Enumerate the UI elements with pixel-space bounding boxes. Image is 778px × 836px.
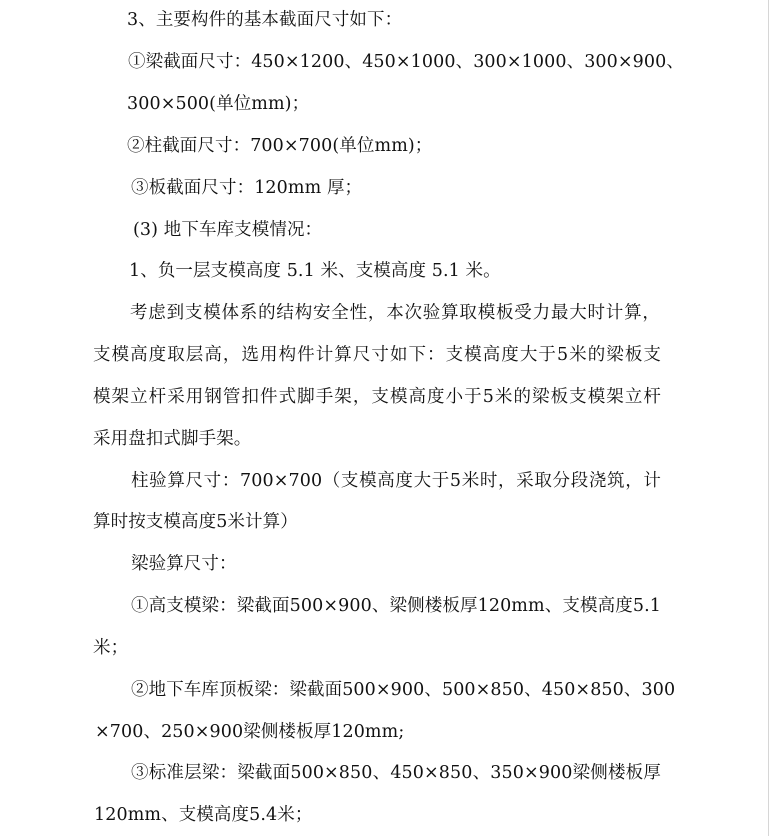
column-check-size-line-2: 算时按支模高度5米计算） — [93, 512, 298, 532]
garage-roof-beam-line-2: ×700、250×900梁侧楼板厚120mm; — [95, 722, 405, 742]
paragraph-safety-line-4: 采用盘扣式脚手架。 — [93, 429, 252, 449]
beam-section-sizes-line-2: 300×500(单位mm)； — [127, 94, 310, 114]
section-heading-main-members: 3、主要构件的基本截面尺寸如下： — [127, 10, 403, 30]
standard-floor-beam-line-2: 120mm、支模高度5.4米； — [94, 805, 313, 825]
basement-formwork-height: 1、负一层支模高度 5.1 米、支模高度 5.1 米。 — [129, 261, 501, 281]
paragraph-safety-line-3: 模架立杆采用钢管扣件式脚手架，支模高度小于5米的梁板支模架立杆 — [93, 387, 661, 407]
beam-check-size-heading: 梁验算尺寸： — [131, 554, 237, 574]
column-check-size-line-1: 柱验算尺寸：700×700（支模高度大于5米时，采取分段浇筑，计 — [131, 471, 661, 491]
slab-section-size: ③板截面尺寸：120mm 厚； — [131, 178, 363, 198]
subsection-heading-garage-formwork: (3) 地下车库支模情况： — [133, 220, 323, 240]
page-edge-divider — [768, 0, 769, 836]
garage-roof-beam-line-1: ②地下车库顶板梁：梁截面500×900、500×850、450×850、300 — [131, 680, 676, 700]
beam-section-sizes-line-1: ①梁截面尺寸：450×1200、450×1000、300×1000、300×900、 — [128, 52, 684, 72]
paragraph-safety-line-2: 支模高度取层高，选用构件计算尺寸如下：支模高度大于5米的梁板支 — [93, 345, 661, 365]
high-formwork-beam-line-1: ①高支模梁：梁截面500×900、梁侧楼板厚120mm、支模高度5.1 — [131, 596, 661, 616]
standard-floor-beam-line-1: ③标准层梁：梁截面500×850、450×850、350×900梁侧楼板厚 — [131, 763, 661, 783]
high-formwork-beam-line-2: 米； — [93, 638, 129, 658]
column-section-sizes: ②柱截面尺寸：700×700(单位mm)； — [127, 136, 433, 156]
paragraph-safety-line-1: 考虑到支模体系的结构安全性，本次验算取模板受力最大时计算， — [130, 303, 660, 323]
